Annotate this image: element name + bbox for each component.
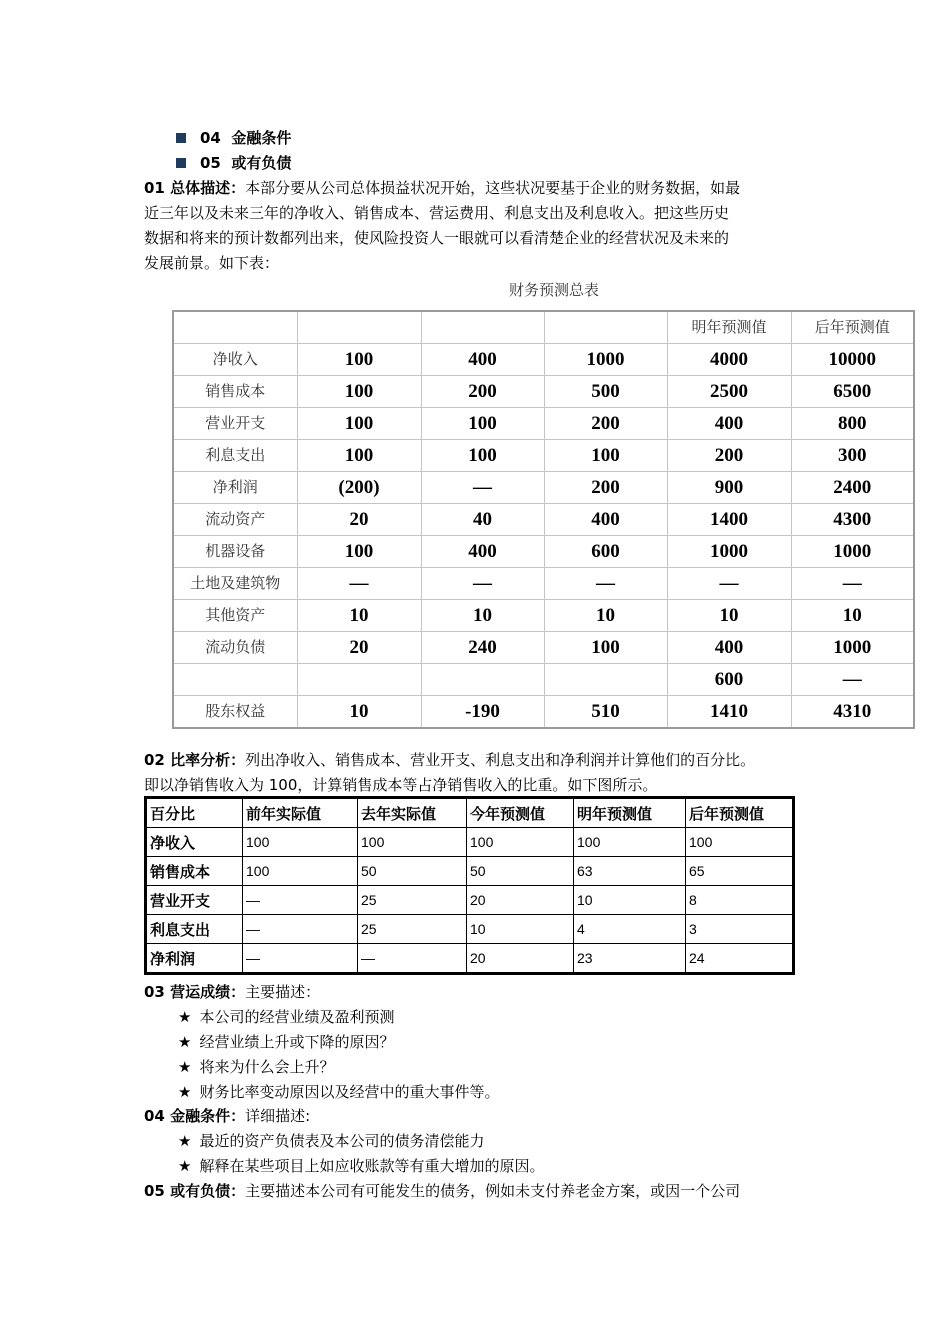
table-cell: 20	[467, 944, 574, 974]
table-cell: 10	[467, 915, 574, 944]
toc-label: 或有负债	[231, 154, 292, 172]
table-cell: 50	[467, 857, 574, 886]
column-header	[421, 311, 544, 344]
list-item-text: 将来为什么会上升？	[199, 1058, 335, 1076]
column-header: 去年实际值	[358, 798, 467, 828]
table-cell: 100	[574, 828, 686, 857]
star-icon: ★	[178, 1008, 192, 1026]
section-intro: 详细描述:	[245, 1107, 311, 1125]
table-row	[173, 344, 914, 376]
table-row	[173, 664, 914, 696]
table-cell: 10000	[791, 344, 914, 376]
table-cell: —	[791, 664, 914, 696]
table-cell: 4300	[791, 504, 914, 536]
row-label: 净收入	[173, 344, 297, 376]
table-cell: 510	[544, 696, 667, 729]
financial-conditions-list	[178, 1129, 544, 1179]
column-header	[173, 311, 297, 344]
list-item	[178, 1129, 544, 1154]
table-cell: —	[544, 568, 667, 600]
paragraph-line: 近三年以及未来三年的净收入、销售成本、营运费用、利息支出及利息收入。把这些历史	[144, 204, 730, 222]
table-row	[173, 536, 914, 568]
row-label: 机器设备	[173, 536, 297, 568]
table-row	[173, 440, 914, 472]
star-icon: ★	[178, 1083, 192, 1101]
table-cell: 100	[297, 376, 421, 408]
table-cell: 23	[574, 944, 686, 974]
table-cell: 400	[421, 344, 544, 376]
star-icon: ★	[178, 1132, 192, 1150]
column-header: 明年预测值	[667, 311, 791, 344]
table-cell: 100	[467, 828, 574, 857]
table-cell: 600	[667, 664, 791, 696]
table-cell	[421, 664, 544, 696]
row-label: 其他资产	[173, 600, 297, 632]
table-cell: 200	[667, 440, 791, 472]
table-cell: 1000	[791, 632, 914, 664]
table-row	[146, 857, 794, 886]
list-item-text: 最近的资产负债表及本公司的债务清偿能力	[199, 1132, 485, 1150]
row-label: 利息支出	[146, 915, 243, 944]
paragraph-line: 即以净销售收入为 100，计算销售成本等占净销售收入的比重。如下图所示。	[144, 776, 658, 794]
ratio-table	[144, 796, 795, 975]
table-cell: 10	[667, 600, 791, 632]
table-cell: 50	[358, 857, 467, 886]
table-cell: 100	[297, 440, 421, 472]
table-cell: 400	[667, 632, 791, 664]
table-cell: 1410	[667, 696, 791, 729]
table-cell: —	[791, 568, 914, 600]
row-label: 净利润	[173, 472, 297, 504]
table-row	[173, 472, 914, 504]
column-header: 今年预测值	[467, 798, 574, 828]
list-item	[178, 1154, 544, 1179]
table-row	[146, 886, 794, 915]
row-label: 营业开支	[146, 886, 243, 915]
table-header-row	[173, 311, 914, 344]
table-cell: 200	[544, 472, 667, 504]
table-cell: 10	[297, 600, 421, 632]
paragraph-line: 数据和将来的预计数都列出来，使风险投资人一眼就可以看清楚企业的经营状况及未来的	[144, 229, 730, 247]
star-icon: ★	[178, 1033, 192, 1051]
table-cell: 10	[791, 600, 914, 632]
table-cell: 40	[421, 504, 544, 536]
column-header	[297, 311, 421, 344]
operating-results-list	[178, 1005, 499, 1105]
section-heading: 03 营运成绩：	[144, 983, 246, 1001]
toc-item	[176, 126, 291, 151]
list-item-text: 本公司的经营业绩及盈利预测	[199, 1008, 395, 1026]
paragraph-line: 列出净收入、销售成本、营业开支、利息支出和净利润并计算他们的百分比。	[245, 751, 756, 769]
section-financial-conditions	[144, 1104, 824, 1129]
list-item	[178, 1030, 499, 1055]
financial-forecast-table	[172, 310, 915, 729]
section-heading: 02 比率分析：	[144, 751, 246, 769]
table-cell: —	[421, 568, 544, 600]
table-cell: 240	[421, 632, 544, 664]
table-cell: 100	[243, 857, 358, 886]
row-label	[173, 664, 297, 696]
table-row	[173, 696, 914, 729]
table-cell: 10	[544, 600, 667, 632]
list-item-text: 经营业绩上升或下降的原因？	[199, 1033, 395, 1051]
row-label: 净收入	[146, 828, 243, 857]
table-cell: 2500	[667, 376, 791, 408]
column-header: 百分比	[146, 798, 243, 828]
table-cell: 100	[544, 632, 667, 664]
table-cell: —	[243, 915, 358, 944]
table-cell: 10	[574, 886, 686, 915]
table-cell: 300	[791, 440, 914, 472]
column-header: 后年预测值	[686, 798, 794, 828]
table-cell: —	[667, 568, 791, 600]
section-heading: 05 或有负债：	[144, 1182, 246, 1200]
row-label: 流动资产	[173, 504, 297, 536]
table-row	[146, 915, 794, 944]
section-contingent-liabilities	[144, 1179, 824, 1204]
table-cell: 1400	[667, 504, 791, 536]
table-cell: 800	[791, 408, 914, 440]
table-cell: 4310	[791, 696, 914, 729]
star-icon: ★	[178, 1157, 192, 1175]
row-label: 销售成本	[146, 857, 243, 886]
row-label: 利息支出	[173, 440, 297, 472]
table-cell: 600	[544, 536, 667, 568]
toc-number: 04	[200, 129, 221, 147]
table-cell: -190	[421, 696, 544, 729]
table-cell: 200	[544, 408, 667, 440]
table-cell: 100	[544, 440, 667, 472]
table-cell: —	[297, 568, 421, 600]
table-cell: 8	[686, 886, 794, 915]
row-label: 营业开支	[173, 408, 297, 440]
table-cell: 10	[297, 696, 421, 729]
section-operating-results	[144, 980, 824, 1005]
table-cell: 100	[358, 828, 467, 857]
table-cell: 500	[544, 376, 667, 408]
table-cell: —	[358, 944, 467, 974]
table-cell: 24	[686, 944, 794, 974]
table-cell: 1000	[667, 536, 791, 568]
paragraph-line: 发展前景。如下表：	[144, 254, 280, 272]
toc-list	[176, 126, 291, 176]
table-caption: 财务预测总表	[508, 283, 599, 299]
table-cell: 100	[421, 440, 544, 472]
section-intro: 主要描述：	[245, 983, 321, 1001]
table-cell: 100	[297, 536, 421, 568]
table-cell: —	[243, 944, 358, 974]
table-row	[173, 408, 914, 440]
square-bullet-icon	[176, 158, 186, 168]
table-cell: 100	[686, 828, 794, 857]
paragraph-line: 主要描述本公司有可能发生的债务，例如未支付养老金方案，或因一个公司	[245, 1182, 741, 1200]
column-header	[544, 311, 667, 344]
table-cell: 25	[358, 886, 467, 915]
table-cell: 400	[421, 536, 544, 568]
table-cell: 3	[686, 915, 794, 944]
list-item	[178, 1055, 499, 1080]
list-item-text: 解释在某些项目上如应收账款等有重大增加的原因。	[199, 1157, 545, 1175]
table-cell: 1000	[791, 536, 914, 568]
row-label: 流动负债	[173, 632, 297, 664]
table-cell: 1000	[544, 344, 667, 376]
toc-item	[176, 151, 291, 176]
table-cell: 25	[358, 915, 467, 944]
row-label: 土地及建筑物	[173, 568, 297, 600]
row-label: 销售成本	[173, 376, 297, 408]
table-cell: 200	[421, 376, 544, 408]
table-row	[146, 944, 794, 974]
section-overview	[144, 176, 824, 276]
table-cell: (200)	[297, 472, 421, 504]
table-row	[173, 568, 914, 600]
list-item	[178, 1005, 499, 1030]
table-cell: 100	[297, 408, 421, 440]
table-header-row	[146, 798, 794, 828]
paragraph-line: 本部分要从公司总体损益状况开始，这些状况要基于企业的财务数据，如最	[245, 179, 741, 197]
table-cell: 4000	[667, 344, 791, 376]
table-cell: —	[421, 472, 544, 504]
table-cell: 20	[467, 886, 574, 915]
table-cell	[297, 664, 421, 696]
table-cell: 65	[686, 857, 794, 886]
table-cell: 100	[243, 828, 358, 857]
section-heading: 01 总体描述：	[144, 179, 246, 197]
section-ratio-analysis	[144, 748, 824, 798]
column-header: 前年实际值	[243, 798, 358, 828]
table-cell: —	[243, 886, 358, 915]
table-cell: 2400	[791, 472, 914, 504]
table-row	[173, 600, 914, 632]
table-cell: 400	[544, 504, 667, 536]
table-row	[146, 828, 794, 857]
row-label: 净利润	[146, 944, 243, 974]
list-item	[178, 1080, 499, 1105]
column-header: 后年预测值	[791, 311, 914, 344]
table-cell: 4	[574, 915, 686, 944]
table-cell: 10	[421, 600, 544, 632]
table-row	[173, 376, 914, 408]
table-row	[173, 504, 914, 536]
list-item-text: 财务比率变动原因以及经营中的重大事件等。	[199, 1083, 500, 1101]
star-icon: ★	[178, 1058, 192, 1076]
table-cell	[544, 664, 667, 696]
square-bullet-icon	[176, 133, 186, 143]
toc-label: 金融条件	[231, 129, 292, 147]
table-cell: 20	[297, 504, 421, 536]
table-cell: 100	[421, 408, 544, 440]
column-header: 明年预测值	[574, 798, 686, 828]
section-heading: 04 金融条件：	[144, 1107, 246, 1125]
table-cell: 20	[297, 632, 421, 664]
row-label: 股东权益	[173, 696, 297, 729]
table-cell: 400	[667, 408, 791, 440]
table-cell: 900	[667, 472, 791, 504]
table-row	[173, 632, 914, 664]
table-cell: 100	[297, 344, 421, 376]
table-cell: 63	[574, 857, 686, 886]
toc-number: 05	[200, 154, 221, 172]
table-cell: 6500	[791, 376, 914, 408]
